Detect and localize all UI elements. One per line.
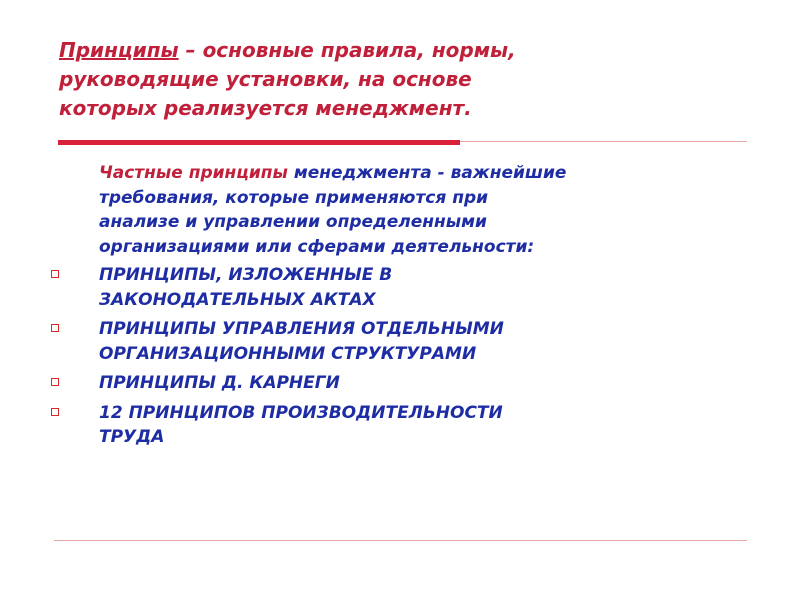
list-item-line-1: ПРИНЦИПЫ УПРАВЛЕНИЯ ОТДЕЛЬНЫМИ <box>99 319 504 339</box>
hollow-square-bullet-icon <box>51 270 59 278</box>
list-item <box>50 371 770 396</box>
slide-title <box>59 36 759 123</box>
title-divider-thick <box>58 140 460 145</box>
list-item <box>50 263 770 312</box>
intro-term: Частные принципы <box>99 163 288 183</box>
slide-body <box>50 161 770 455</box>
list-item-line-2: ЗАКОНОДАТЕЛЬНЫХ АКТАХ <box>99 289 376 310</box>
intro-line-4: организациями или сферами деятельности: <box>99 236 535 257</box>
list-item-line-1: ПРИНЦИПЫ, ИЗЛОЖЕННЫЕ В <box>99 265 393 285</box>
hollow-square-bullet-icon <box>51 378 59 386</box>
list-item-line-1: 12 ПРИНЦИПОВ ПРОИЗВОДИТЕЛЬНОСТИ <box>99 402 503 423</box>
title-line-2: руководящие установки, на основе <box>59 67 472 91</box>
intro-line-1: менеджмента - важнейшие <box>287 163 567 183</box>
list-item-line-1: ПРИНЦИПЫ Д. КАРНЕГИ <box>99 373 340 393</box>
title-line-1: – основные правила, нормы, <box>178 38 516 62</box>
hollow-square-bullet-icon <box>51 324 59 332</box>
footer-divider <box>54 540 747 541</box>
intro-paragraph <box>50 161 770 259</box>
list-item-line-2: ТРУДА <box>99 427 165 447</box>
intro-line-2: требования, которые применяются при <box>99 187 489 208</box>
intro-line-3: анализе и управлении определенными <box>99 212 487 232</box>
title-divider-thin <box>460 141 747 142</box>
title-line-3: которых реализуется менеджмент. <box>59 96 472 120</box>
list-item <box>50 401 770 450</box>
title-term: Принципы <box>59 38 179 62</box>
list-item-line-2: ОРГАНИЗАЦИОННЫМИ СТРУКТУРАМИ <box>99 343 477 364</box>
list-item <box>50 317 770 366</box>
hollow-square-bullet-icon <box>51 408 59 416</box>
principles-list <box>50 263 770 450</box>
